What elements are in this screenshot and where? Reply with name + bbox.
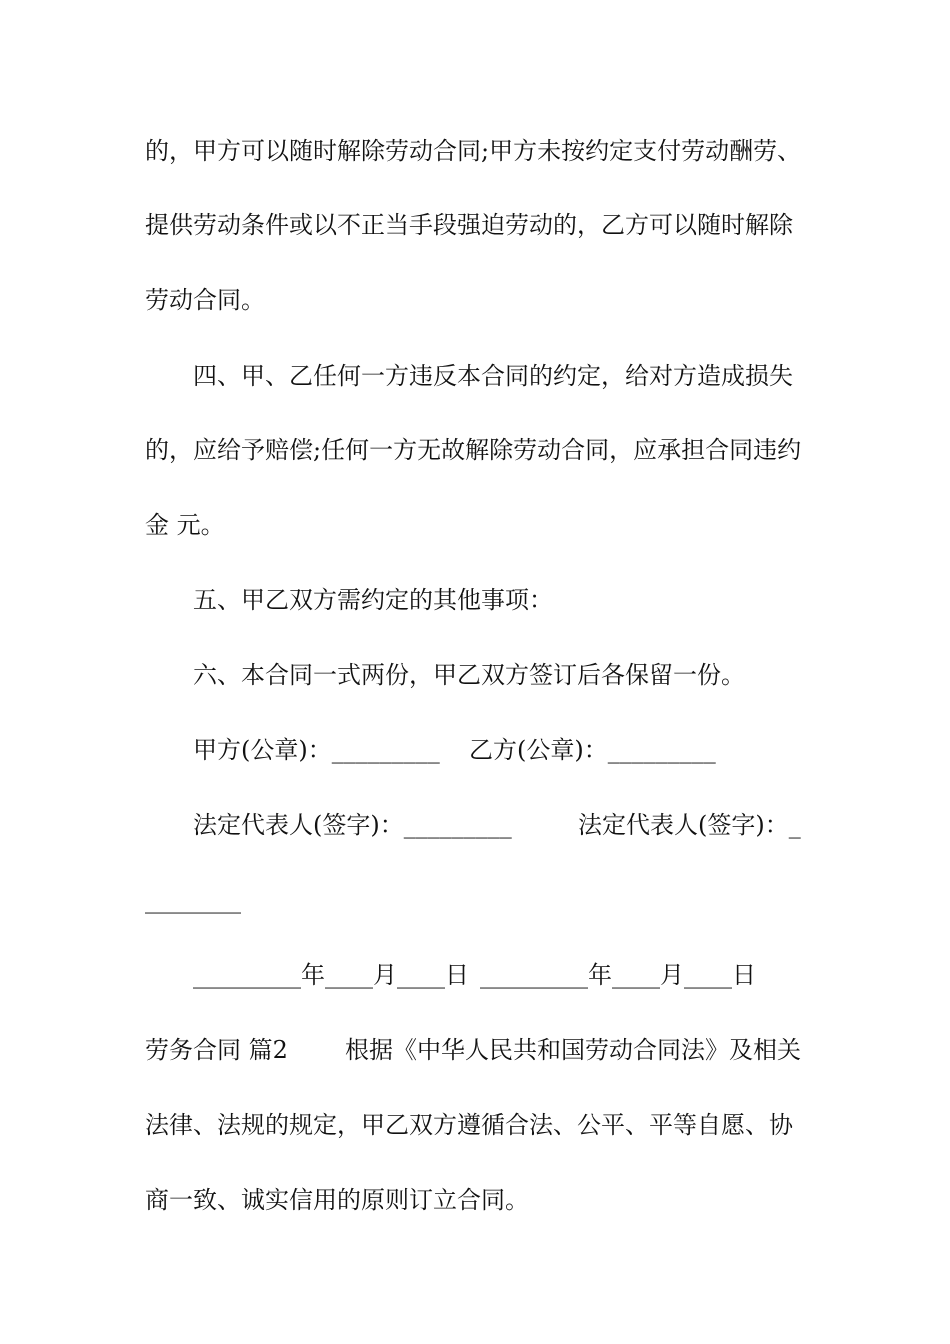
- party-a-date-field: _________年____月____日: [193, 961, 469, 989]
- party-a-seal-field: 甲方(公章)：_________: [193, 736, 440, 764]
- section2-heading-line: [0, 1030, 950, 1070]
- signature-rep-row: [0, 805, 950, 845]
- paragraph-line: [0, 280, 950, 320]
- party-b-date-field: _________年____月____日: [480, 961, 756, 989]
- paragraph-line: [0, 430, 950, 470]
- signature-seal-row: [0, 730, 950, 770]
- line-text: 根据《中华人民共和国劳动合同法》及相关: [345, 1036, 801, 1064]
- line-text: 法律、法规的规定，甲乙双方遵循合法、公平、平等自愿、协: [145, 1111, 793, 1139]
- line-text: 四、甲、乙任何一方违反本合同的约定，给对方造成损失: [193, 362, 793, 390]
- section-heading: 劳务合同 篇2: [145, 1036, 288, 1064]
- paragraph-line: [0, 505, 950, 545]
- line-text: 五、甲乙双方需约定的其他事项：: [193, 586, 553, 614]
- party-b-rep-field: 法定代表人(签字)：_: [578, 811, 801, 839]
- party-a-rep-field: 法定代表人(签字)：_________: [193, 811, 512, 839]
- line-text: 商一致、诚实信用的原则订立合同。: [145, 1186, 529, 1214]
- signature-rep-continuation: [0, 880, 950, 920]
- party-b-seal-field: 乙方(公章)：_________: [469, 736, 716, 764]
- party-b-rep-line: ________: [145, 886, 241, 914]
- line-text: 的，甲方可以随时解除劳动合同;甲方未按约定支付劳动酬劳、: [145, 137, 802, 165]
- paragraph-line: [0, 580, 950, 620]
- paragraph-line: [0, 356, 950, 396]
- paragraph-line: [0, 205, 950, 245]
- line-text: 提供劳动条件或以不正当手段强迫劳动的，乙方可以随时解除: [145, 211, 793, 239]
- line-text: 六、本合同一式两份，甲乙双方签订后各保留一份。: [193, 661, 745, 689]
- signature-date-row: [0, 955, 950, 995]
- paragraph-line: [0, 1180, 950, 1220]
- paragraph-line: [0, 655, 950, 695]
- line-text: 的，应给予赔偿;任何一方无故解除劳动合同，应承担合同违约: [145, 436, 802, 464]
- line-text: 金 元。: [145, 511, 225, 539]
- paragraph-line: [0, 1105, 950, 1145]
- line-text: 劳动合同。: [145, 286, 265, 314]
- paragraph-line: [0, 131, 950, 171]
